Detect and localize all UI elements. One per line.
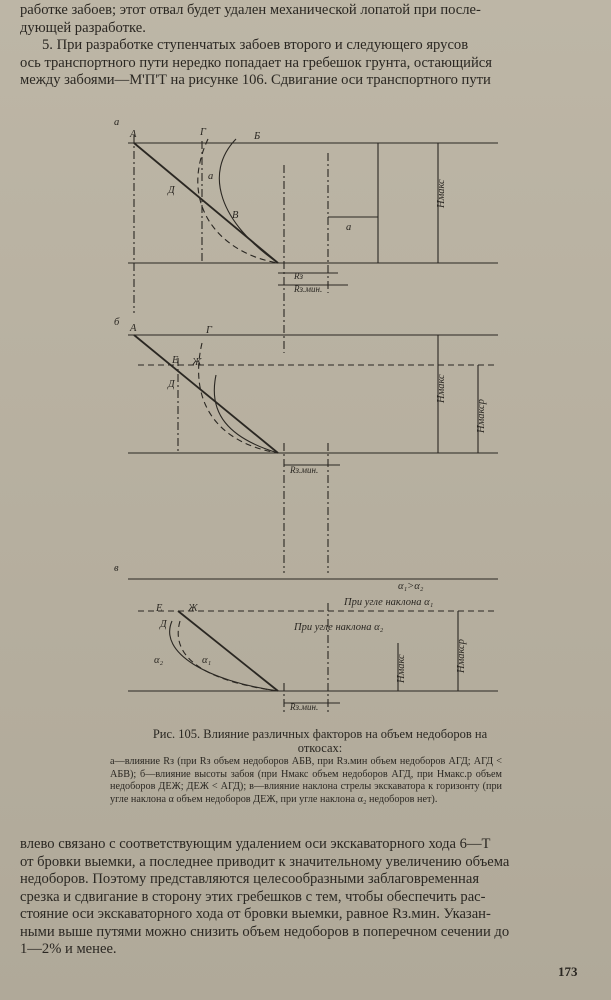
top-line-4: ось транспортного пути нередко попадает на гребешок грунта, остающийся <box>20 54 492 71</box>
top-paragraph <box>20 2 588 90</box>
figure-drawing <box>108 113 508 725</box>
page-number: 173 <box>558 964 578 979</box>
panel-a-slope <box>134 143 278 263</box>
label-Zh-v: Ж <box>188 603 198 614</box>
label-D-b: Д <box>168 379 175 390</box>
label-A-b: А <box>130 323 137 334</box>
bottom-line-4: срезка и сдвигание в сторону этих гребешков с тем, чтобы обеспечить рас- <box>20 888 486 905</box>
label-V-a: В <box>232 210 239 221</box>
panel-v-slope <box>178 611 278 691</box>
label-Zh-b: Ж <box>192 357 202 368</box>
bottom-line-2: от бровки выемки, а последнее приводит к значительному увеличению объема <box>20 853 510 870</box>
label-a-dim: а <box>346 222 352 233</box>
label-D-v: Д <box>160 619 167 630</box>
bottom-line-1: влево связано с соответствующим удалением оси экскаваторного хода 6—Т <box>20 836 491 852</box>
panel-v-curve-2 <box>178 621 278 691</box>
bottom-line-7: 1—2% и менее. <box>20 941 117 957</box>
top-line-3: 5. При разработке ступенчатых забоев второго и следующего ярусов <box>42 37 469 53</box>
panel-a-dashed-curve <box>198 139 278 263</box>
label-D-a: Д <box>168 185 175 196</box>
panel-b-curve <box>214 375 278 453</box>
figure-caption-title: Рис. 105. Влияние различных факторов на объем недоборов на откосах: <box>152 727 488 755</box>
bottom-line-6: ными выше путями можно снизить объем недоборов в поперечном сечении до <box>20 923 510 940</box>
label-r3min-a: Rз.мин. <box>294 284 323 294</box>
panel-v-curve-1 <box>170 621 278 691</box>
top-line-1: работке забоев; этот отвал будет удален механической лопатой при после- <box>20 2 481 18</box>
label-angle-a2: При угле наклона α₂ <box>294 622 384 633</box>
bottom-line-3: недоборов. Поэтому представляются целесообразными заблаговременная <box>20 871 480 887</box>
label-v: в <box>114 563 119 574</box>
label-hmaxp-b: Hмакср <box>476 399 487 433</box>
label-r3min-b: Rз.мин. <box>290 465 319 475</box>
label-a-small: а <box>208 171 214 182</box>
label-hmax-a: Hмакс <box>436 179 447 208</box>
label-a: а <box>114 117 120 128</box>
label-G-b: Г <box>206 325 212 336</box>
top-line-5: между забоями—М'П'Т на рисунке 106. Сдвигание оси транспортного пути <box>20 72 491 88</box>
figure-105 <box>108 113 508 725</box>
label-hmax-v: Hмакс <box>396 654 407 683</box>
label-E-v: Е <box>156 603 163 614</box>
label-alpha2: α₂ <box>154 655 164 666</box>
bottom-line-5: стояние оси экскаваторного хода от бровки выемки, равное Rз.мин. Указан- <box>20 906 491 922</box>
label-r3min-v: Rз.мин. <box>290 702 319 712</box>
bottom-paragraph <box>20 836 588 959</box>
label-hmaxp-v: Hмакср <box>456 639 467 673</box>
label-angle-a1: При угле наклона α₁ <box>344 597 434 608</box>
panel-b-slope <box>134 335 278 453</box>
label-r3: Rз <box>294 271 304 281</box>
label-alpha1: α₁ <box>202 655 212 666</box>
figure-caption-body: а—влияние Rз (при Rз объем недоборов АБВ, при Rз.мин объем недоборов АГД; АГД < АБВ); б—влияние высоты забоя (при Нмакс объем недоборов АГД, при Нмакс.р объем недоборов ДЕЖ; ДЕЖ < АГД); в—влияние наклона стрелы экскаватора к горизонту (при угле наклона α объем недоборов ДЕЖ, при угле наклона α₂ недоборов нет). <box>110 756 502 805</box>
label-G-a: Г <box>200 127 206 138</box>
label-B-a: Б <box>254 131 261 142</box>
label-E-b: Е <box>172 355 179 366</box>
label-A-a: А <box>130 129 137 140</box>
label-hmax-b: Hмакс <box>436 374 447 403</box>
label-b: б <box>114 317 120 328</box>
label-alpha-cmp: α₁>α₂ <box>398 581 424 592</box>
top-line-2: дующей разработке. <box>20 19 146 36</box>
panel-a-curve <box>219 139 278 263</box>
